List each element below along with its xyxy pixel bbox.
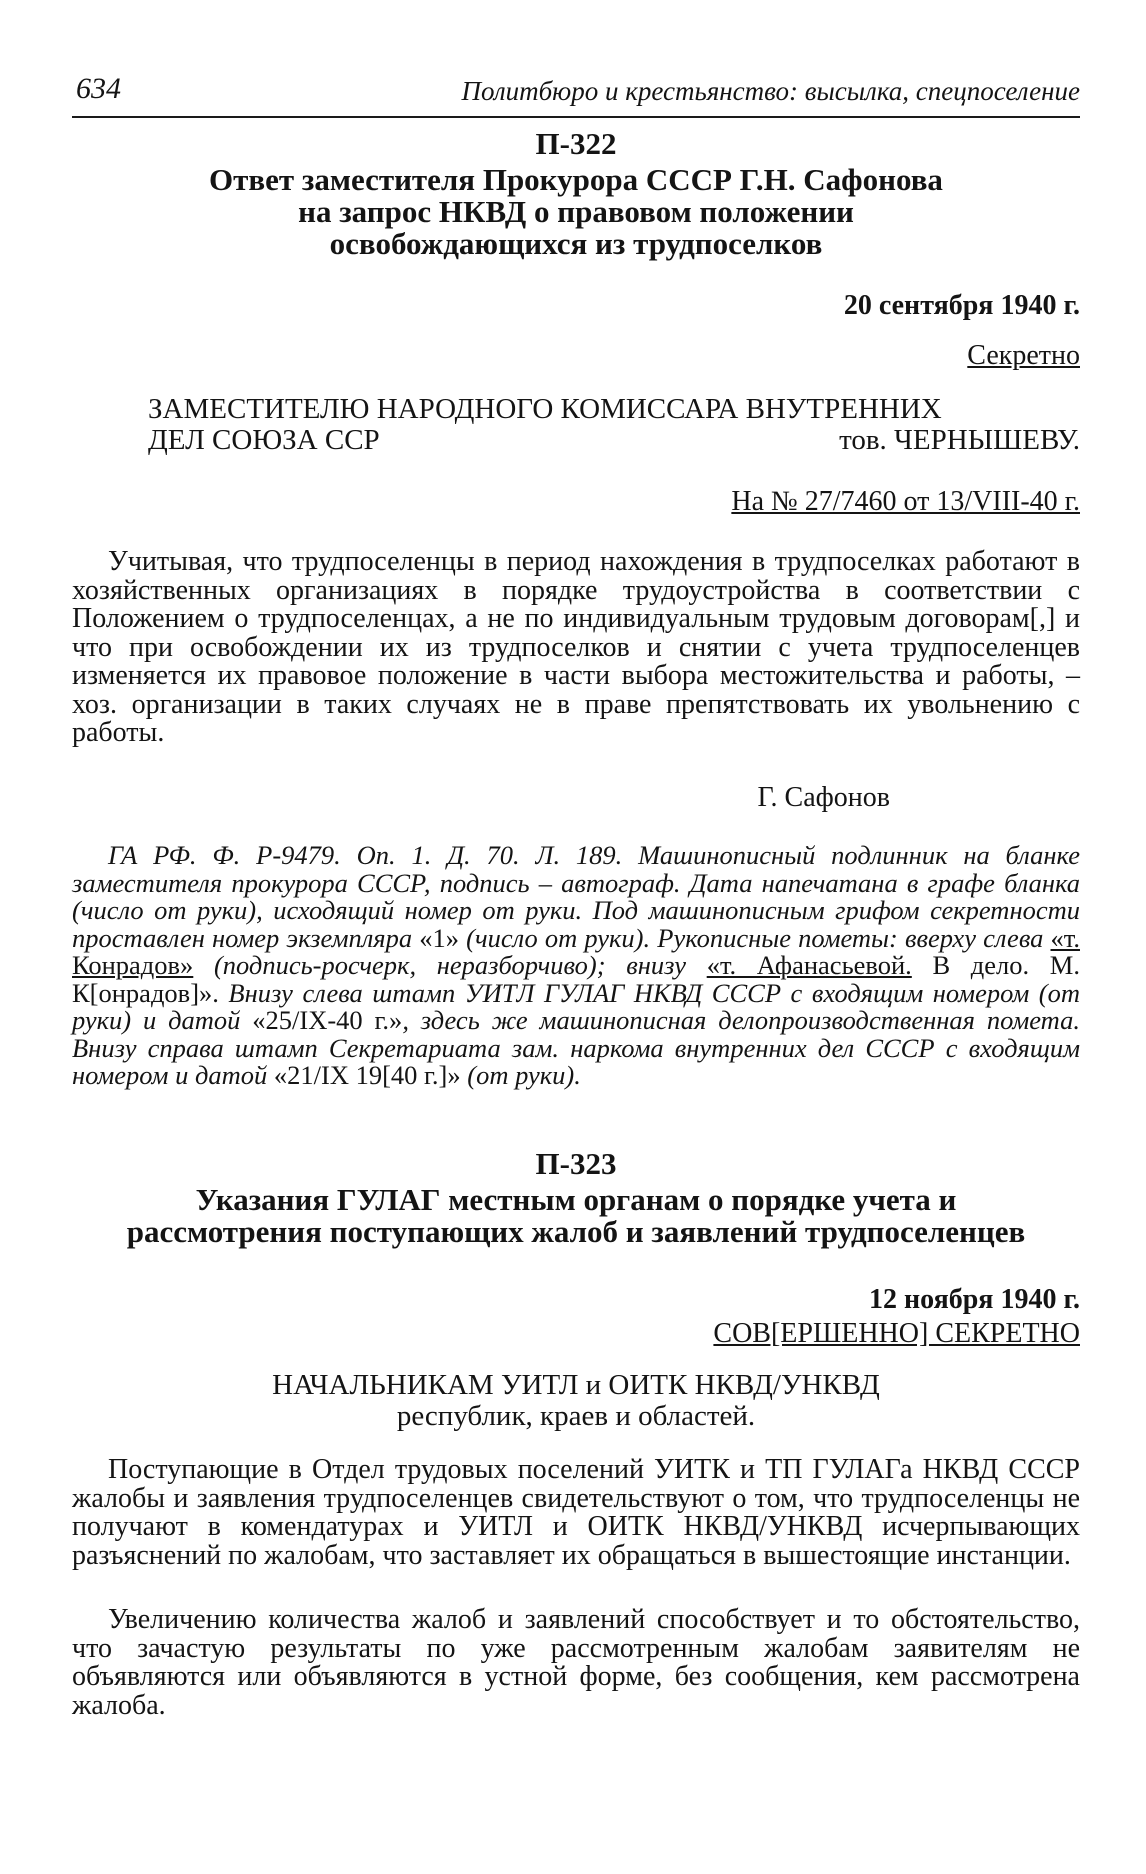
doc1-title	[72, 164, 1080, 260]
source-note-part: «25/IX-40 г.»	[252, 1005, 403, 1035]
doc1-signature: Г. Сафонов	[757, 782, 890, 813]
doc2-addressee	[72, 1370, 1080, 1432]
doc2-addressee-line-2: республик, краев и областей.	[396, 1400, 756, 1432]
doc1-classification: Секретно	[967, 340, 1080, 371]
source-note-part: , здесь же машинописная делопроизводственная помета. Внизу справа штамп Секретариата зам. наркома внутренних дел СССР с входящим номером и датой	[72, 1005, 1080, 1090]
source-note-part: (от руки).	[460, 1060, 581, 1090]
page-number: 634	[76, 72, 121, 105]
doc2-title	[72, 1184, 1080, 1248]
doc2-addressee-line-1: НАЧАЛЬНИКАМ УИТЛ и ОИТК НКВД/УНКВД	[272, 1369, 880, 1401]
source-note-part: ГА РФ. Ф. Р-9479. Оп. 1. Д. 70. Л. 189. Машинописный подлинник на бланке заместителя прокурора СССР, подпись – автограф. Дата напечатана в графе бланка (число от руки), исходящий номер от руки. Под машинописным грифом секретности проставлен номер экземпляра	[72, 840, 1080, 953]
doc1-addressee-line-2-row	[72, 425, 1080, 456]
doc2-title-line-2: рассмотрения поступающих жалоб и заявлений трудпоселенцев	[126, 1214, 1026, 1249]
doc1-body-text: Учитывая, что трудпоселенцы в период нахождения в трудпоселках работают в хозяйственных организациях в порядке трудоустройства в соответствии с Положением о трудпоселенцах, а не по индивидуальным трудовым договорам[,] и что при освобождении их из трудпоселков и снятии с учета трудпоселенцев изменяется их правовое положение в части выбора местожительства и работы, – хоз. организации в таких случаях не в праве препятствовать их увольнению с работы.	[72, 546, 1080, 748]
source-note-part: Внизу слева штамп УИТЛ ГУЛАГ НКВД СССР с входящим номером (от руки) и датой	[72, 977, 1080, 1035]
doc1-source-note	[72, 842, 1080, 1090]
doc1-title-line-2: на запрос НКВД о правовом положении	[298, 194, 854, 229]
doc2-title-line-1: Указания ГУЛАГ местным органам о порядке учета и	[195, 1182, 957, 1217]
doc2-date: 12 ноября 1940 г.	[868, 1284, 1080, 1315]
doc1-addressee-line-2: ДЕЛ СОЮЗА ССР	[148, 424, 380, 456]
doc1-reference-wrap	[72, 486, 1080, 518]
doc1-addressee-line-1: ЗАМЕСТИТЕЛЮ НАРОДНОГО КОМИССАРА ВНУТРЕННИХ	[148, 393, 942, 425]
source-note-part: «1»	[419, 922, 459, 953]
doc2-paragraph-1-text: Поступающие в Отдел трудовых поселений УИТК и ТП ГУЛАГа НКВД СССР жалобы и заявления трудпоселенцев свидетельствуют о том, что трудпоселенцы не получают в комендатурах и УИТЛ и ОИТК НКВД/УНКВД исчерпывающих разъяснений по жалобам, что заставляет их обращаться в вышестоящие инстанции.	[72, 1454, 1080, 1571]
doc1-number: П-322	[535, 126, 617, 161]
doc1-addressee-name: тов. ЧЕРНЫШЕВУ.	[839, 424, 1080, 456]
doc1-reference: На № 27/7460 от 13/VIII-40 г.	[731, 486, 1080, 517]
doc2-paragraph-2	[72, 1606, 1080, 1720]
source-note-part: (число от руки). Рукописные пометы: вверху слева	[459, 922, 1051, 953]
doc1-body	[72, 548, 1080, 748]
doc2-classification: СОВ[ЕРШЕННО] СЕКРЕТНО	[713, 1318, 1080, 1349]
doc2-number: П-323	[535, 1146, 617, 1181]
doc1-signature-wrap	[72, 782, 1080, 814]
doc1-date: 20 сентября 1940 г.	[843, 290, 1080, 321]
source-note-part: «т. Конрадов»	[72, 922, 1080, 980]
source-note-part: «21/IX 19[40 г.]»	[273, 1060, 461, 1090]
doc2-classification-wrap	[72, 1318, 1080, 1350]
doc1-addressee	[72, 394, 1080, 456]
running-header	[72, 68, 1080, 118]
doc1-classification-wrap	[72, 340, 1080, 372]
doc2-paragraph-2-text: Увеличению количества жалоб и заявлений способствует и то обстоятельство, что зачастую результаты по уже рассмотренным жалобам заявителям не объявляются или объявляются в устной форме, без сообщения, кем рассмотрена жалоба.	[72, 1604, 1080, 1721]
doc1-title-line-1: Ответ заместителя Прокурора СССР Г.Н. Сафонова	[209, 162, 943, 197]
source-note-part: (подпись-росчерк, неразборчиво); внизу	[193, 950, 707, 980]
doc2-paragraph-1	[72, 1456, 1080, 1570]
running-title: Политбюро и крестьянство: высылка, спецпоселение	[461, 76, 1080, 106]
doc1-title-line-3: освобождающихся из трудпоселков	[329, 226, 823, 261]
source-note-part: «т. Афанасьевой.	[706, 950, 912, 980]
source-note-part: В дело. М. К[онрадов]».	[72, 950, 1080, 1008]
